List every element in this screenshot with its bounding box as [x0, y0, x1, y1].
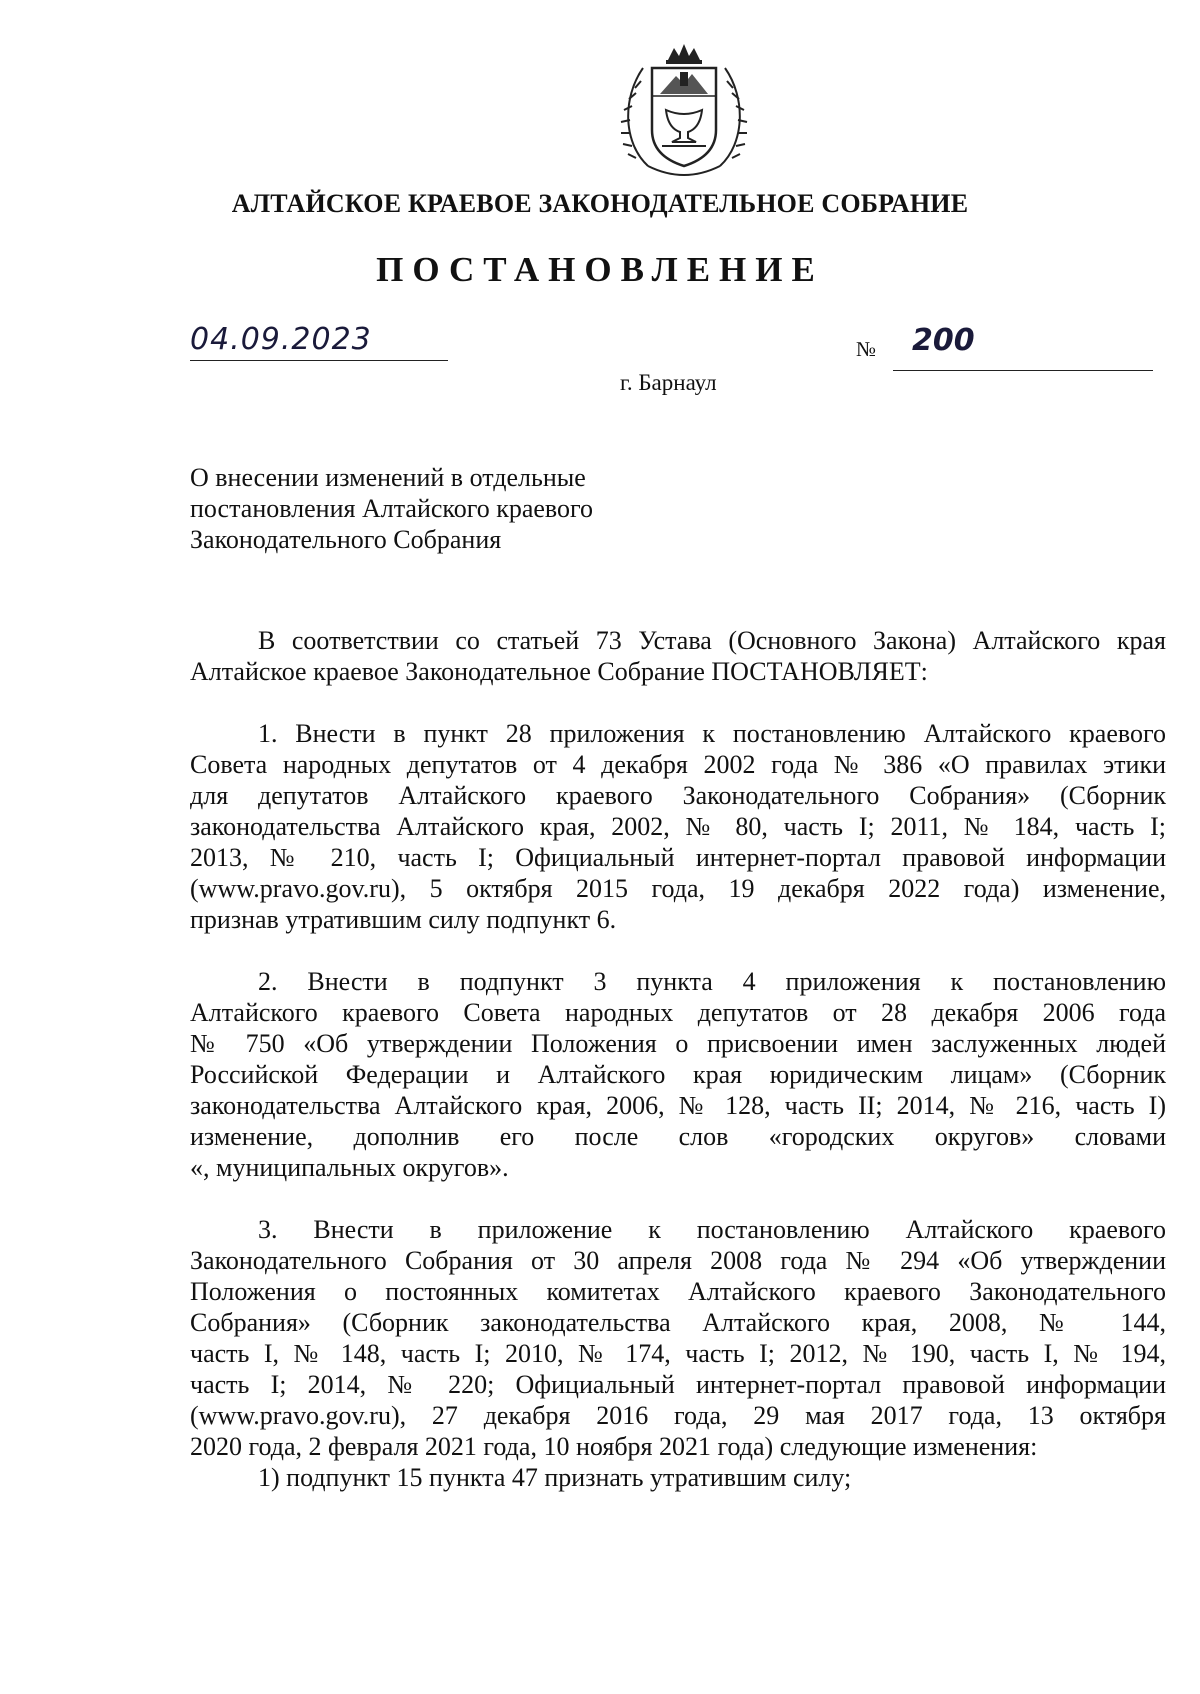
paragraph-line: 2020 года, 2 февраля 2021 года, 10 ноября 2021 года) следующие изменения:: [190, 1432, 1038, 1461]
date-underline: [190, 360, 448, 361]
preamble-line: Алтайское краевое Законодательное Собрание ПОСТАНОВЛЯЕТ:: [190, 657, 928, 686]
paragraph-line: (www.pravo.gov.ru), 5 октября 2015 года, 19 декабря 2022 года) изменение,: [190, 874, 1166, 903]
organization-title: АЛТАЙСКОЕ КРАЕВОЕ ЗАКОНОДАТЕЛЬНОЕ СОБРАНИЕ: [231, 189, 969, 218]
preamble-line: В соответствии со статьей 73 Устава (Основного Закона) Алтайского края: [258, 626, 1166, 655]
subject-line: постановления Алтайского краевого: [190, 494, 594, 523]
paragraph-line: часть I; 2014, № 220; Официальный интернет-портал правовой информации: [190, 1370, 1166, 1399]
paragraph-line: часть I, № 148, часть I; 2010, № 174, часть I; 2012, № 190, часть I, № 194,: [190, 1339, 1166, 1368]
paragraph-line: Российской Федерации и Алтайского края юридическим лицам» (Сборник: [190, 1060, 1166, 1089]
subject-line: Законодательного Собрания: [190, 525, 502, 554]
paragraph-line: 1. Внести в пункт 28 приложения к постановлению Алтайского краевого: [258, 719, 1166, 748]
document-type-title: ПОСТАНОВЛЕНИЕ: [376, 250, 824, 289]
paragraph-line: законодательства Алтайского края, 2006, № 128, часть II; 2014, № 216, часть I): [190, 1091, 1166, 1120]
paragraph-2: [190, 966, 1166, 1183]
paragraph-line: (www.pravo.gov.ru), 27 декабря 2016 года, 29 мая 2017 года, 13 октября: [190, 1401, 1166, 1430]
subitem-line: 1) подпункт 15 пункта 47 признать утратившим силу;: [258, 1463, 852, 1492]
paragraph-line: Собрания» (Сборник законодательства Алтайского края, 2008, № 144,: [190, 1308, 1166, 1337]
paragraph-line: Законодательного Собрания от 30 апреля 2008 года № 294 «Об утверждении: [190, 1246, 1166, 1275]
paragraph-line: 2013, № 210, часть I; Официальный интернет-портал правовой информации: [190, 843, 1166, 872]
paragraph-line: 3. Внести в приложение к постановлению Алтайского краевого: [258, 1215, 1166, 1244]
paragraph-line: Совета народных депутатов от 4 декабря 2002 года № 386 «О правилах этики: [190, 750, 1166, 779]
paragraph-1: [190, 718, 1166, 935]
document-date: 04.09.2023: [190, 322, 372, 357]
paragraph-3: [190, 1214, 1166, 1462]
document-body: [190, 625, 1166, 1493]
paragraph-line: Алтайского краевого Совета народных депутатов от 28 декабря 2006 года: [190, 998, 1166, 1027]
paragraph-line: «, муниципальных округов».: [190, 1153, 509, 1182]
city-label: г. Барнаул: [620, 370, 717, 395]
paragraph-line: изменение, дополнив его после слов «городских округов» словами: [190, 1122, 1166, 1151]
paragraph-line: для депутатов Алтайского краевого Законодательного Собрания» (Сборник: [190, 781, 1166, 810]
subject-block: [190, 462, 670, 555]
paragraph-line: № 750 «Об утверждении Положения о присвоении имен заслуженных людей: [190, 1029, 1166, 1058]
coat-of-arms-emblem: [618, 38, 750, 188]
paragraph-line: законодательства Алтайского края, 2002, № 80, часть I; 2011, № 184, часть I;: [190, 812, 1166, 841]
document-number: 200: [912, 323, 975, 358]
paragraph-line: Положения о постоянных комитетах Алтайского краевого Законодательного: [190, 1277, 1166, 1306]
paragraph-line: 2. Внести в подпункт 3 пункта 4 приложения к постановлению: [258, 967, 1166, 996]
subject-line: О внесении изменений в отдельные: [190, 463, 586, 492]
paragraph-line: признав утратившим силу подпункт 6.: [190, 905, 617, 934]
number-sign: №: [856, 337, 877, 361]
preamble-paragraph: [190, 625, 1166, 687]
number-underline: [893, 370, 1153, 371]
subitem-paragraph: [190, 1462, 1166, 1493]
